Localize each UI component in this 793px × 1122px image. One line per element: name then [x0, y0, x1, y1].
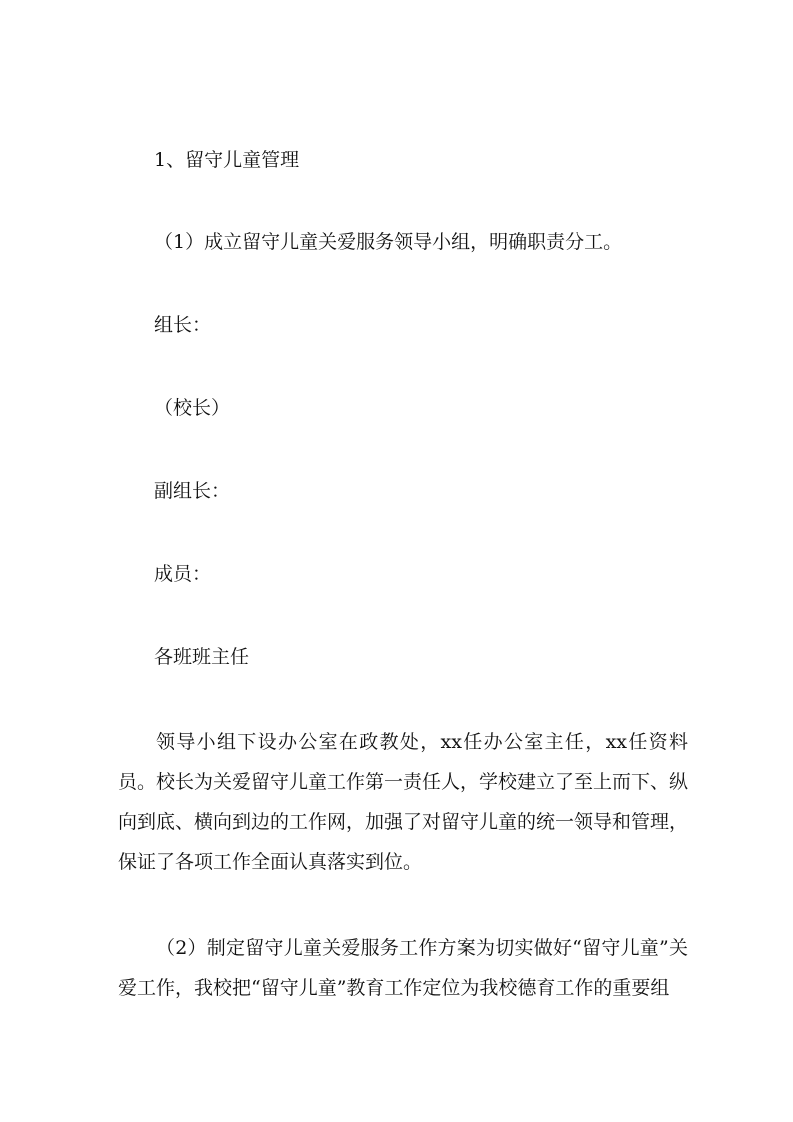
members-value: 各班班主任	[154, 646, 250, 668]
leader-label: 组长：	[154, 314, 212, 336]
section-heading: 1、留守儿童管理	[154, 149, 300, 171]
paragraph-plan: （2）制定留守儿童关爱服务工作方案为切实做好“留守儿童”关爱工作，我校把“留守儿童”教育工作定位为我校德育工作的重要组	[118, 937, 688, 999]
leader-role: （校长）	[154, 397, 231, 419]
vice-leader-label: 副组长：	[154, 480, 231, 502]
paragraph-office: 领导小组下设办公室在政教处，xx任办公室主任，xx任资料员。校长为关爱留守儿童工作第一责任人，学校建立了至上而下、纵向到底、横向到边的工作网，加强了对留守儿童的统一领导和管理，保证了各项工作全面认真落实到位。	[118, 731, 689, 873]
members-label: 成员：	[154, 563, 212, 585]
item-1-title: （1）成立留守儿童关爱服务领导小组，明确职责分工。	[154, 231, 623, 253]
